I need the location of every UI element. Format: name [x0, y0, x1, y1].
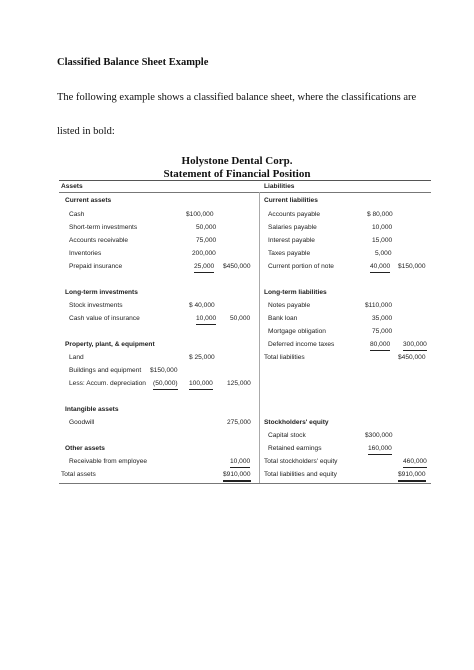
long-term-liabilities-total: 300,000: [403, 341, 427, 351]
top-rule: [59, 180, 431, 181]
total-liabilities-label: Total liabilities: [264, 354, 305, 361]
long-term-investments-total: 50,000: [230, 315, 251, 322]
mortgage-obligation-amount: 75,000: [372, 328, 393, 335]
accounts-payable-amount: $ 80,000: [367, 211, 393, 218]
notes-payable-amount: $110,000: [365, 302, 393, 309]
deferred-income-taxes-label: Deferred income taxes: [268, 341, 335, 348]
current-liabilities-total: $150,000: [398, 263, 426, 270]
current-portion-note-amount: 40,000: [370, 263, 390, 273]
total-liabilities-equity-amount: $910,000: [398, 471, 426, 482]
receivable-employee-total: 10,000: [230, 458, 250, 468]
column-divider: [259, 192, 260, 483]
current-assets-total: $450,000: [223, 263, 251, 270]
header-rule: [59, 192, 431, 193]
prepaid-insurance-label: Prepaid insurance: [69, 263, 123, 270]
intangible-assets-header: Intangible assets: [65, 406, 119, 413]
salaries-payable-label: Salaries payable: [268, 224, 317, 231]
cash-amount: $100,000: [186, 211, 214, 218]
goodwill-total: 275,000: [227, 419, 251, 426]
buildings-equipment-label: Buildings and equipment: [69, 367, 142, 374]
notes-payable-label: Notes payable: [268, 302, 311, 309]
balance-sheet-table: [59, 180, 431, 485]
long-term-liabilities-header: Long-term liabilities: [264, 289, 327, 296]
stockholders-equity-header: Stockholders' equity: [264, 419, 329, 426]
receivable-employee-label: Receivable from employee: [69, 458, 148, 465]
inventories-amount: 200,000: [192, 250, 216, 257]
ppe-total: 125,000: [227, 380, 251, 387]
cash-value-insurance-label: Cash value of insurance: [69, 315, 140, 322]
prepaid-insurance-amount: 25,000: [194, 263, 214, 273]
accum-depreciation-label: Less: Accum. depreciation: [69, 380, 146, 387]
company-name: Holystone Dental Corp.: [181, 155, 293, 167]
ppe-header: Property, plant, & equipment: [65, 341, 155, 348]
total-liabilities-amount: $450,000: [398, 354, 426, 361]
current-assets-header: Current assets: [65, 197, 112, 204]
taxes-payable-amount: 5,000: [375, 250, 392, 257]
intro-paragraph-line-1: The following example shows a classified balance sheet, where the classifications are: [57, 92, 417, 103]
deferred-income-taxes-amount: 80,000: [370, 341, 390, 351]
total-stockholders-equity-label: Total stockholders' equity: [264, 458, 338, 465]
cash-label: Cash: [69, 211, 85, 218]
taxes-payable-label: Taxes payable: [268, 250, 311, 257]
interest-payable-label: Interest payable: [268, 237, 315, 244]
total-assets-label: Total assets: [61, 471, 96, 478]
stock-investments-label: Stock investments: [69, 302, 123, 309]
buildings-equipment-amount: $150,000: [150, 367, 178, 374]
current-liabilities-header: Current liabilities: [264, 197, 318, 204]
long-term-investments-header: Long-term investments: [65, 289, 138, 296]
total-stockholders-equity-amount: 460,000: [403, 458, 427, 468]
cash-value-insurance-amount: 10,000: [196, 315, 216, 325]
accounts-receivable-label: Accounts receivable: [69, 237, 129, 244]
total-liabilities-equity-label: Total liabilities and equity: [264, 471, 337, 478]
retained-earnings-label: Retained earnings: [268, 445, 322, 452]
liabilities-header: Liabilities: [264, 183, 295, 190]
capital-stock-amount: $300,000: [365, 432, 393, 439]
interest-payable-amount: 15,000: [372, 237, 393, 244]
inventories-label: Inventories: [69, 250, 102, 257]
document-title: Classified Balance Sheet Example: [57, 57, 209, 68]
bank-loan-amount: 35,000: [372, 315, 393, 322]
bank-loan-label: Bank loan: [268, 315, 298, 322]
accounts-receivable-amount: 75,000: [196, 237, 217, 244]
accum-depreciation-amount: (50,000): [153, 380, 178, 390]
accounts-payable-label: Accounts payable: [268, 211, 321, 218]
salaries-payable-amount: 10,000: [372, 224, 393, 231]
total-assets-amount: $910,000: [223, 471, 251, 482]
statement-name: Statement of Financial Position: [163, 168, 311, 180]
other-assets-header: Other assets: [65, 445, 105, 452]
land-amount: $ 25,000: [189, 354, 215, 361]
mortgage-obligation-label: Mortgage obligation: [268, 328, 326, 335]
short-term-investments-amount: 50,000: [196, 224, 217, 231]
land-label: Land: [69, 354, 84, 361]
current-portion-note-label: Current portion of note: [268, 263, 334, 270]
capital-stock-label: Capital stock: [268, 432, 306, 439]
net-buildings-amount: 100,000: [189, 380, 213, 390]
intro-paragraph-line-2: listed in bold:: [57, 126, 115, 137]
stock-investments-amount: $ 40,000: [189, 302, 215, 309]
assets-header: Assets: [61, 183, 83, 190]
goodwill-label: Goodwill: [69, 419, 95, 426]
bottom-rule: [59, 483, 431, 484]
short-term-investments-label: Short-term investments: [69, 224, 138, 231]
retained-earnings-amount: 160,000: [368, 445, 392, 455]
